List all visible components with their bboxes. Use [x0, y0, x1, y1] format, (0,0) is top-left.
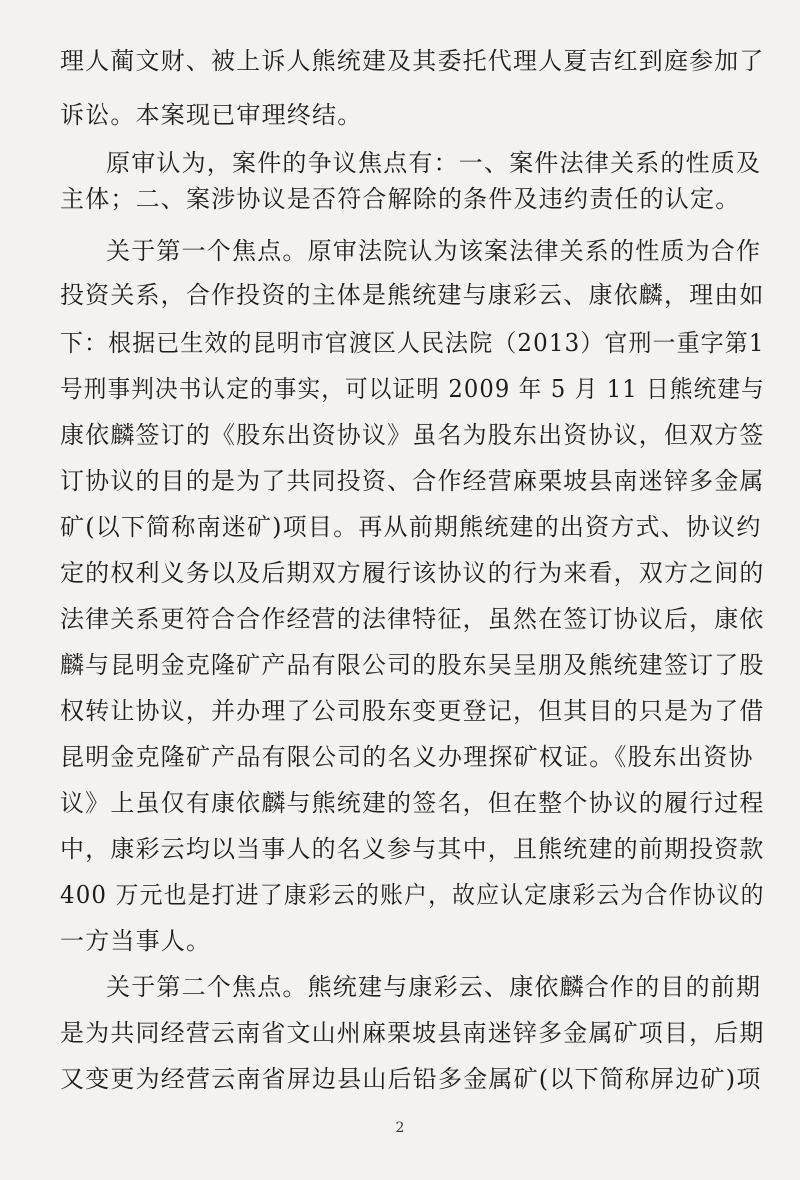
text-line-12: 定的权利义务以及后期双方履行该协议的行为来看，双方之间的: [60, 559, 765, 587]
text-line-18: 中，康彩云均以当事人的名义参与其中，且熊统建的前期投资款: [60, 835, 765, 863]
text-line-22: 是为共同经营云南省文山州麻栗坡县南迷锌多金属矿项目，后期: [60, 1019, 765, 1047]
text-line-15: 权转让协议，并办理了公司股东变更登记，但其目的只是为了借: [60, 697, 765, 725]
text-line-6: 投资关系，合作投资的主体是熊统建与康彩云、康依麟，理由如: [60, 281, 765, 309]
text-line-19: 400 万元也是打进了康彩云的账户，故应认定康彩云为合作协议的: [60, 881, 765, 909]
text-line-11: 矿(以下简称南迷矿)项目。再从前期熊统建的出资方式、协议约: [60, 513, 762, 541]
text-line-4: 主体；二、案涉协议是否符合解除的条件及违约责任的认定。: [60, 185, 741, 213]
page-number: 2: [395, 1120, 405, 1136]
text-line-8: 号刑事判决书认定的事实，可以证明 2009 年 5 月 11 日熊统建与: [60, 375, 765, 403]
text-line-16: 昆明金克隆矿产品有限公司的名义办理探矿权证。《股东出资协: [60, 743, 754, 771]
text-line-10: 订协议的目的是为了共同投资、合作经营麻栗坡县南迷锌多金属: [60, 467, 765, 495]
text-line-20: 一方当事人。: [60, 927, 212, 955]
text-line-2: 诉讼。本案现已审理终结。: [60, 101, 363, 129]
text-line-13: 法律关系更符合合作经营的法律特征，虽然在签订协议后，康依: [60, 605, 765, 633]
text-line-21: 关于第二个焦点。熊统建与康彩云、康依麟合作的目的前期: [106, 973, 762, 1001]
text-line-3: 原审认为，案件的争议焦点有：一、案件法律关系的性质及: [106, 149, 762, 177]
text-line-1: 理人蔺文财、被上诉人熊统建及其委托代理人夏吉红到庭参加了: [60, 47, 765, 75]
text-line-5: 关于第一个焦点。原审法院认为该案法律关系的性质为合作: [106, 237, 762, 265]
text-line-17: 议》上虽仅有康依麟与熊统建的签名，但在整个协议的履行过程: [60, 789, 765, 817]
text-line-9: 康依麟签订的《股东出资协议》虽名为股东出资协议，但双方签: [60, 421, 765, 449]
text-line-7: 下：根据已生效的昆明市官渡区人民法院（2013）官刑一重字第1: [60, 329, 765, 357]
text-line-14: 麟与昆明金克隆矿产品有限公司的股东吴呈朋及熊统建签订了股: [60, 651, 765, 679]
text-line-23: 又变更为经营云南省屏边县山后铅多金属矿(以下简称屏边矿)项: [60, 1065, 762, 1093]
